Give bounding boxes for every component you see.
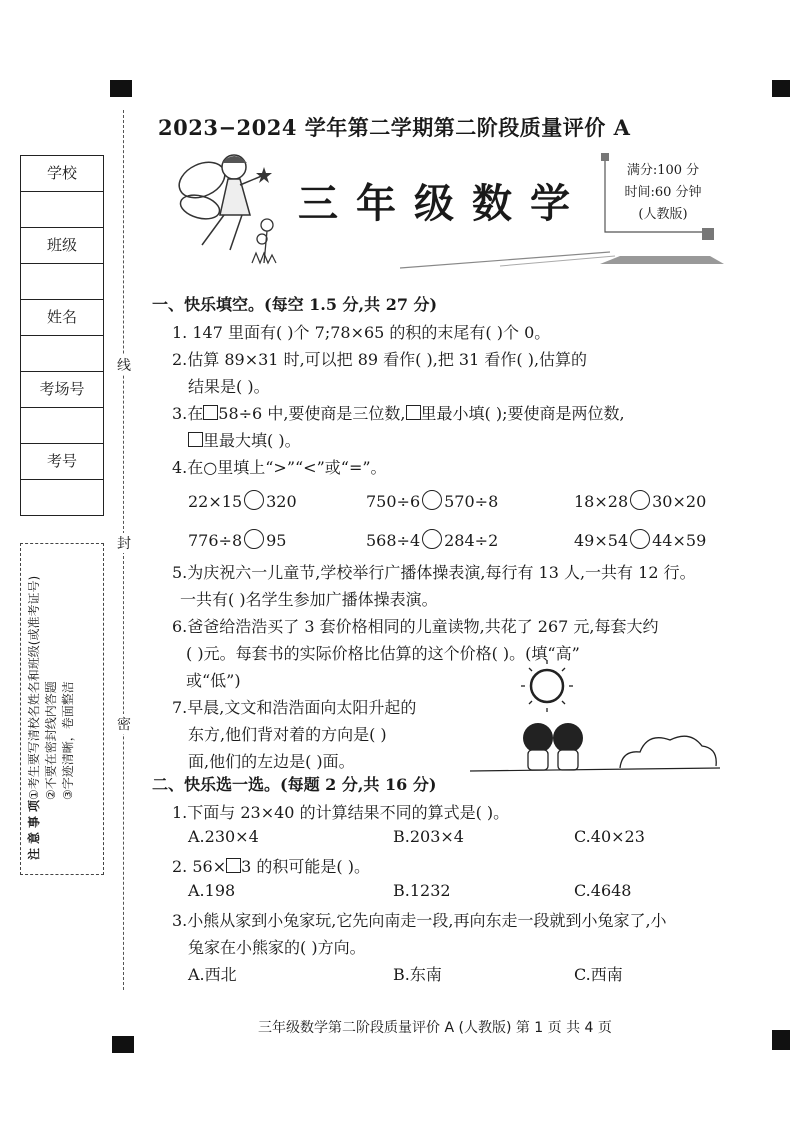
compare-circle[interactable] xyxy=(422,529,442,549)
field-blank[interactable] xyxy=(21,480,103,515)
exam-title: 2023−2024 学年第二学期第二阶段质量评价 A xyxy=(158,115,631,140)
question-1-7: 7.早晨,文文和浩浩面向太阳升起的 xyxy=(172,698,417,717)
section2-heading: 二、快乐选一选。(每题 2 分,共 16 分) xyxy=(152,775,437,794)
compare-left: 776÷8 xyxy=(188,531,243,550)
option-b[interactable]: B.1232 xyxy=(393,881,451,900)
compare-right: 284÷2 xyxy=(444,531,499,550)
student-info-table xyxy=(20,155,104,516)
question-1-2-cont: 结果是( )。 xyxy=(188,377,270,396)
compare-item xyxy=(574,529,706,550)
question-2-3-cont: 兔家在小熊家的( )方向。 xyxy=(188,938,366,957)
q2-text: 2. 56× xyxy=(172,857,227,876)
note-item: ③字迹清晰，卷面整洁 xyxy=(61,681,75,800)
compare-left: 49×54 xyxy=(574,531,629,550)
compare-item xyxy=(574,490,706,511)
field-blank[interactable] xyxy=(21,408,103,444)
compare-left: 750÷6 xyxy=(366,492,421,511)
section1-heading: 一、快乐填空。(每空 1.5 分,共 27 分) xyxy=(152,295,438,314)
question-1-1: 1. 147 里面有( )个 7;78×65 的积的末尾有( )个 0。 xyxy=(172,323,551,342)
compare-item xyxy=(188,529,286,550)
full-score: 满分:100 分 xyxy=(626,163,700,178)
field-blank[interactable] xyxy=(21,192,103,228)
compare-left: 568÷4 xyxy=(366,531,421,550)
question-2-2 xyxy=(172,854,370,877)
question-1-5: 5.为庆祝六一儿童节,学校举行广播体操表演,每行有 13 人,一共有 12 行。 xyxy=(172,563,696,582)
field-label: 姓名 xyxy=(21,300,103,336)
question-1-2: 2.估算 89×31 时,可以把 89 看作( ),把 31 看作( ),估算的 xyxy=(172,350,588,369)
compare-circle[interactable] xyxy=(244,490,264,510)
seal-char: 封 xyxy=(113,533,135,553)
option-a[interactable]: A.198 xyxy=(188,881,236,900)
question-1-6: 6.爸爸给浩浩买了 3 套价格相同的儿童读物,共花了 267 元,每套大约 xyxy=(172,617,659,636)
registration-mark xyxy=(110,80,132,97)
option-c[interactable]: C.40×23 xyxy=(574,827,645,846)
field-blank[interactable] xyxy=(21,264,103,300)
option-c[interactable]: C.4648 xyxy=(574,881,632,900)
option-a[interactable]: A.230×4 xyxy=(188,827,259,846)
q3-text: 3.在 xyxy=(172,404,204,423)
field-label: 考号 xyxy=(21,444,103,480)
note-item: ②不要在密封线内答题 xyxy=(44,681,58,800)
compare-circle[interactable] xyxy=(244,529,264,549)
q3-text: 里最大填( )。 xyxy=(203,431,301,450)
subject-title: 三年级数学 xyxy=(298,180,588,227)
compare-right: 30×20 xyxy=(652,492,707,511)
compare-item xyxy=(188,490,297,511)
question-2-3: 3.小熊从家到小兔家玩,它先向南走一段,再向东走一段就到小兔家了,小 xyxy=(172,911,667,930)
compare-circle[interactable] xyxy=(630,490,650,510)
seal-char: 密 xyxy=(113,714,135,734)
compare-left: 22×15 xyxy=(188,492,243,511)
edition: (人教版) xyxy=(638,207,688,222)
question-1-6-cont2: 或“低”) xyxy=(186,671,241,690)
option-a[interactable]: A.西北 xyxy=(188,965,237,984)
compare-right: 570÷8 xyxy=(444,492,499,511)
option-b[interactable]: B.东南 xyxy=(393,965,442,984)
blank-box xyxy=(188,432,203,447)
exam-time: 时间:60 分钟 xyxy=(624,185,702,200)
registration-mark xyxy=(772,80,790,97)
option-b[interactable]: B.203×4 xyxy=(393,827,464,846)
question-1-6-cont: ( )元。每套书的实际价格比估算的这个价格( )。(填“高” xyxy=(186,644,580,663)
header-swoosh xyxy=(400,248,620,270)
fairy-illustration xyxy=(172,145,282,265)
compare-circle[interactable] xyxy=(630,529,650,549)
question-1-3 xyxy=(172,401,625,424)
question-2-1: 1.下面与 23×40 的计算结果不同的算式是( )。 xyxy=(172,803,510,822)
q3-text: 里最小填( );要使商是两位数, xyxy=(420,404,625,423)
compare-circle[interactable] xyxy=(422,490,442,510)
compare-left: 18×28 xyxy=(574,492,629,511)
registration-mark xyxy=(772,1030,790,1050)
compare-item xyxy=(366,490,498,511)
seal-char: 线 xyxy=(113,355,135,375)
page-footer: 三年级数学第二阶段质量评价 A (人教版) 第 1 页 共 4 页 xyxy=(258,1020,612,1036)
compare-right: 95 xyxy=(266,531,287,550)
question-1-3-cont xyxy=(188,428,301,451)
notes xyxy=(26,550,77,860)
compare-right: 320 xyxy=(266,492,297,511)
sun-kids-illustration xyxy=(470,660,720,780)
compare-right: 44×59 xyxy=(652,531,707,550)
blank-box xyxy=(226,858,241,873)
field-label: 考场号 xyxy=(21,372,103,408)
q3-text: 58÷6 中,要使商是三位数, xyxy=(218,404,406,423)
field-blank[interactable] xyxy=(21,336,103,372)
compare-item xyxy=(366,529,498,550)
field-label: 学校 xyxy=(21,156,103,192)
question-1-7-cont2: 面,他们的左边是( )面。 xyxy=(188,752,355,771)
question-1-5-cont: 一共有( )名学生参加广播体操表演。 xyxy=(180,590,438,609)
notes-title: 注意事项 xyxy=(27,795,41,860)
exam-info xyxy=(612,160,714,226)
option-c[interactable]: C.西南 xyxy=(574,965,623,984)
note-item: ①考生要写清校名姓名和班级(或准考证号) xyxy=(27,575,41,800)
blank-box xyxy=(406,405,421,420)
question-1-4: 4.在○里填上“>”“<”或“=”。 xyxy=(172,458,387,477)
q2-text: 3 的积可能是( )。 xyxy=(241,857,370,876)
field-label: 班级 xyxy=(21,228,103,264)
blank-box xyxy=(203,405,218,420)
question-1-7-cont: 东方,他们背对着的方向是( ) xyxy=(188,725,387,744)
registration-mark xyxy=(112,1036,134,1053)
